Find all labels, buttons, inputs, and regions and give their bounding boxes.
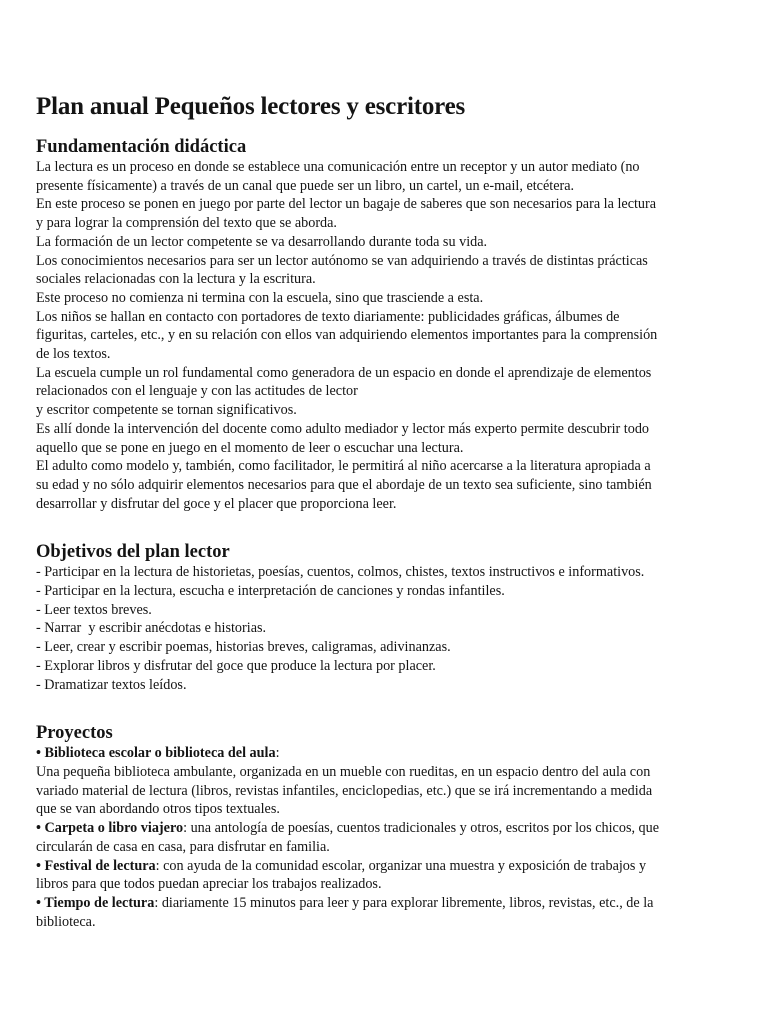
project-item [36,857,736,876]
paragraph-line: figuritas, carteles, etc., y en su relación con ellos van adquiriendo elementos importantes para la comprensión [36,327,658,344]
paragraph-line: presente físicamente) a través de un canal que puede ser un libro, un cartel, un e-mail, etcétera. [36,177,575,194]
project-name: • Biblioteca escolar o biblioteca del aula [36,745,276,762]
project-name: • Carpeta o libro viajero [36,820,184,837]
paragraph-line: aquello que se pone en juego en el momento de leer o escuchar una lectura. [36,439,464,456]
list-item: - Leer, crear y escribir poemas, historias breves, caligramas, adivinanzas. [36,639,451,656]
list-item: - Participar en la lectura, escucha e interpretación de canciones y rondas infantiles. [36,583,505,600]
project-name: • Festival de lectura [36,857,156,874]
project-description: : diariamente 15 minutos para leer y para explorar libremente, libros, revistas, etc., de la [154,894,654,911]
paragraph-line: Una pequeña biblioteca ambulante, organizada en un mueble con rueditas, en un espacio dentro del aula con [36,763,651,780]
document-title: Plan anual Pequeños lectores y escritores [36,93,466,120]
project-item [36,894,736,913]
paragraph-line: circularán de casa en casa, para disfrutar en familia. [36,838,330,855]
list-item: - Leer textos breves. [36,601,152,618]
section-heading: Fundamentación didáctica [36,137,247,157]
section-proyectos [36,722,736,931]
paragraph-line: El adulto como modelo y, también, como facilitador, le permitirá al niño acercarse a la literatura apropiada a [36,458,651,475]
paragraph-line: En este proceso se ponen en juego por parte del lector un bagaje de saberes que son necesarios para la lectura [36,196,657,213]
list-item: - Participar en la lectura de historietas, poesías, cuentos, colmos, chistes, textos instructivos e informativos. [36,564,645,581]
project-description: : con ayuda de la comunidad escolar, organizar una muestra y exposición de trabajos y [155,857,647,874]
section-heading: Proyectos [36,723,113,744]
project-description: : una antología de poesías, cuentos tradicionales y otros, escritos por los chicos, que [183,820,660,837]
project-item [36,744,736,763]
section-heading: Objetivos del plan lector [36,542,230,563]
paragraph-line: desarrollar y disfrutar del goce y el placer que proporciona leer. [36,495,397,512]
paragraph-line: Los niños se hallan en contacto con portadores de texto diariamente: publicidades gráficas, álbumes de [36,308,620,325]
document-page [36,92,736,945]
section-fundamentacion [36,136,736,513]
paragraph-line: Los conocimientos necesarios para ser un lector autónomo se van adquiriendo a través de distintas prácticas [36,252,648,269]
paragraph-line: de los textos. [36,346,111,363]
paragraph-line: sociales relacionadas con la lectura y la escritura. [36,271,316,288]
list-item: - Narrar y escribir anécdotas e historias. [36,620,267,637]
paragraph-line: y para lograr la comprensión del texto que se aborda. [36,215,337,232]
project-item [36,819,736,838]
project-name: • Tiempo de lectura [36,894,155,911]
paragraph-line: Es allí donde la intervención del docente como adulto mediador y lector más experto permite descubrir todo [36,420,650,437]
paragraph-line: relacionados con el lenguaje y con las actitudes de lector [36,383,358,400]
paragraph-line: su edad y no sólo adquirir elementos necesarios para que el abordaje de un texto sea suficiente, sino también [36,476,652,493]
paragraph-line: La escuela cumple un rol fundamental como generadora de un espacio en donde el aprendizaje de elementos [36,364,652,381]
section-objetivos [36,541,736,694]
paragraph-line: variado material de lectura (libros, revistas infantiles, enciclopedias, etc.) que se irá incrementando a medida [36,782,653,799]
paragraph-line: libros para que todos puedan apreciar los trabajos realizados. [36,876,382,893]
paragraph-line: Este proceso no comienza ni termina con la escuela, sino que trasciende a esta. [36,289,484,306]
list-item: - Explorar libros y disfrutar del goce que produce la lectura por placer. [36,657,436,674]
list-item: - Dramatizar textos leídos. [36,676,187,693]
paragraph-line: biblioteca. [36,913,96,930]
paragraph-line: que se van abordando otros tipos textuales. [36,801,280,818]
paragraph-line: La lectura es un proceso en donde se establece una comunicación entre un receptor y un autor mediato (no [36,159,640,175]
paragraph-line: y escritor competente se tornan significativos. [36,402,297,419]
project-description: : [275,745,280,762]
paragraph-line: La formación de un lector competente se va desarrollando durante toda su vida. [36,233,488,250]
